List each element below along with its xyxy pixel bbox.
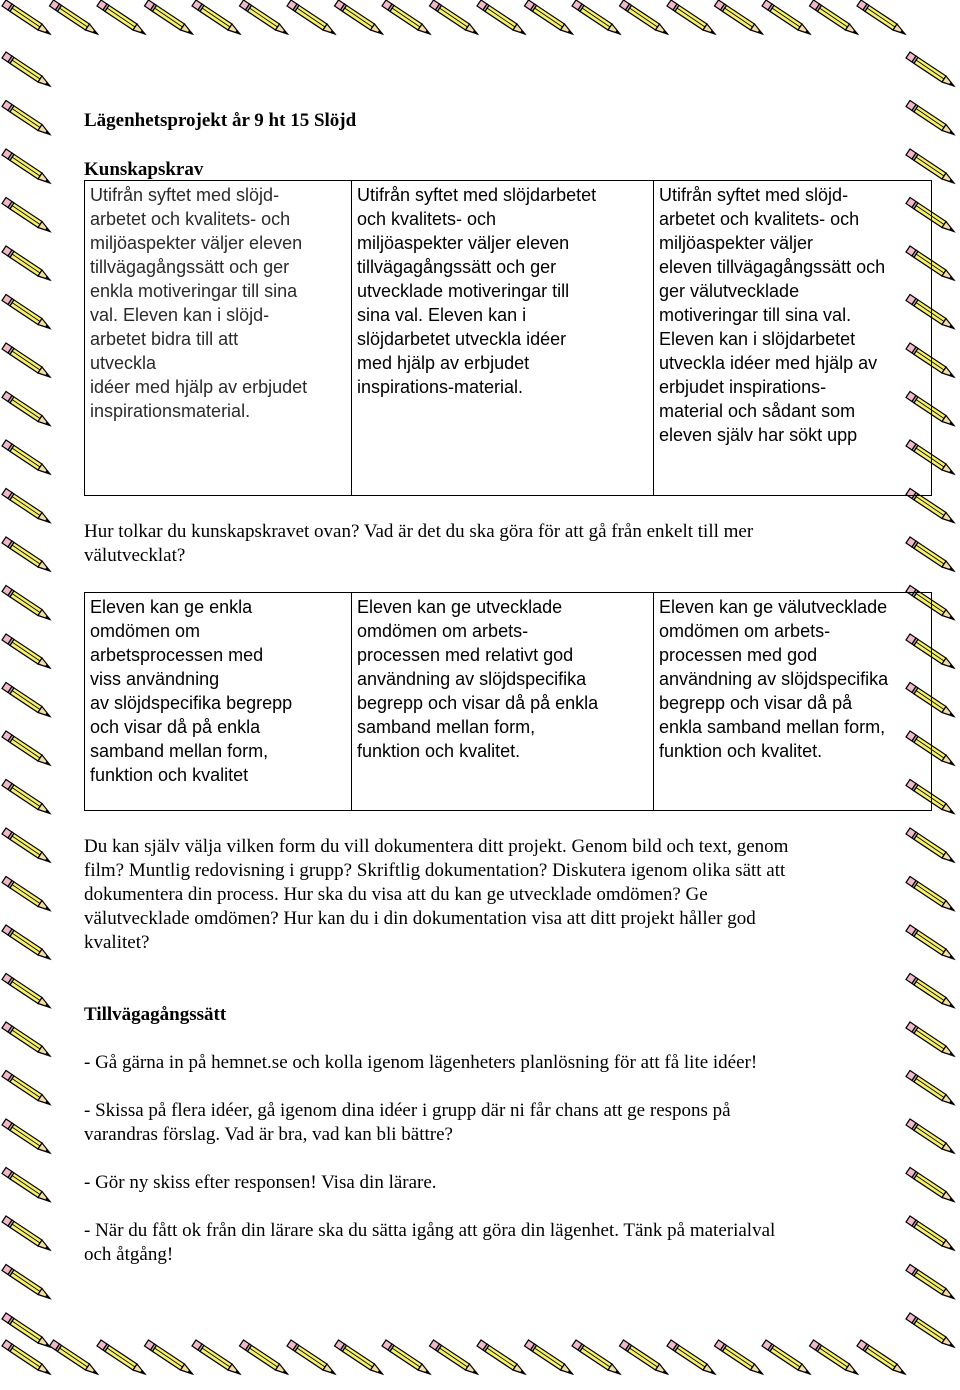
pencil-icon bbox=[810, 1340, 858, 1374]
omdomen-table bbox=[84, 592, 932, 811]
pencil-icon bbox=[2, 1119, 50, 1153]
pencil-icon bbox=[857, 0, 905, 34]
pencil-icon bbox=[715, 1340, 763, 1374]
pencil-icon bbox=[382, 1340, 430, 1374]
pencil-icon bbox=[2, 1340, 50, 1374]
pencil-icon bbox=[2, 683, 50, 717]
pencil-icon bbox=[2, 974, 50, 1008]
pencil-icon bbox=[906, 877, 954, 911]
pencil-icon bbox=[2, 343, 50, 377]
documentation-text: Du kan själv välja vilken form du vill dokumentera ditt projekt. Genom bild och text, genom film? Muntlig redovisning i grupp? Skriftlig dokumentation? Diskutera igenom olika sätt att dokumentera din process. Hur ska du visa att du kan ge utvecklade omdömen? Ge välutvecklade omdömen? Hur kan du i din dokumentation visa att ditt projekt håller god kvalitet? bbox=[84, 836, 789, 953]
step-1: - Gå gärna in på hemnet.se och kolla igenom lägenheters planlösning för att få lite idéer! bbox=[84, 1052, 758, 1073]
omdomen-cell-a: Eleven kan ge välutvecklade omdömen om arbets- processen med god användning av slöjdspecifika begrepp och visar då på enkla samband mellan form, funktion och kvalitet. bbox=[653, 593, 931, 810]
pencil-icon bbox=[335, 0, 383, 34]
pencil-icon bbox=[2, 440, 50, 474]
pencil-icon bbox=[906, 52, 954, 86]
pencil-icon bbox=[906, 1265, 954, 1299]
pencil-icon bbox=[2, 0, 50, 34]
pencil-icon bbox=[145, 1340, 193, 1374]
pencil-icon bbox=[2, 52, 50, 86]
pencil-icon bbox=[2, 537, 50, 571]
pencil-icon bbox=[2, 295, 50, 329]
kunskapskrav-cell-e: Utifrån syftet med slöjd- arbetet och kvalitets- och miljöaspekter väljer eleven tillvägagångssätt och ger enkla motiveringar till sina val. Eleven kan i slöjd- arbetet bidra till att utveckla idéer med hjälp av erbjudet inspirationsmaterial. bbox=[90, 185, 308, 421]
step-3: - Gör ny skiss efter responsen! Visa din lärare. bbox=[84, 1172, 437, 1193]
pencil-icon bbox=[97, 1340, 145, 1374]
omdomen-cell-c: Eleven kan ge utvecklade omdömen om arbets- processen med relativt god användning av slöjdspecifika begrepp och visar då på enkla samband mellan form, funktion och kvalitet. bbox=[351, 593, 653, 810]
question-text: Hur tolkar du kunskapskravet ovan? Vad är det du ska göra för att gå från enkelt till mer välutvecklat? bbox=[84, 521, 754, 566]
pencil-icon bbox=[2, 1168, 50, 1202]
tillvagagangssatt-heading: Tillvägagångssätt bbox=[84, 1004, 227, 1025]
kunskapskrav-table bbox=[84, 180, 932, 496]
pencil-icon bbox=[2, 877, 50, 911]
pencil-icon bbox=[2, 828, 50, 862]
pencil-icon bbox=[620, 1340, 668, 1374]
pencil-icon bbox=[287, 0, 335, 34]
pencil-icon bbox=[762, 1340, 810, 1374]
pencil-icon bbox=[2, 392, 50, 426]
pencil-icon bbox=[477, 1340, 525, 1374]
pencil-icon bbox=[240, 1340, 288, 1374]
pencil-icon bbox=[97, 0, 145, 34]
pencil-icon bbox=[192, 1340, 240, 1374]
pencil-icon bbox=[906, 149, 954, 183]
pencil-icon bbox=[2, 634, 50, 668]
pencil-icon bbox=[906, 1313, 954, 1347]
pencil-icon bbox=[2, 489, 50, 523]
pencil-icon bbox=[240, 0, 288, 34]
pencil-icon bbox=[2, 198, 50, 232]
pencil-icon bbox=[287, 1340, 335, 1374]
page-title: Lägenhetsprojekt år 9 ht 15 Slöjd bbox=[84, 110, 357, 131]
pencil-icon bbox=[906, 828, 954, 862]
pencil-icon bbox=[906, 1071, 954, 1105]
pencil-icon bbox=[192, 0, 240, 34]
pencil-icon bbox=[382, 0, 430, 34]
step-2: - Skissa på flera idéer, gå igenom dina idéer i grupp där ni får chans att ge respons på varandras förslag. Vad är bra, vad kan bli bättre? bbox=[84, 1100, 731, 1145]
pencil-icon bbox=[525, 1340, 573, 1374]
pencil-icon bbox=[906, 1119, 954, 1153]
pencil-icon bbox=[2, 1265, 50, 1299]
pencil-icon bbox=[906, 974, 954, 1008]
pencil-icon bbox=[477, 0, 525, 34]
pencil-icon bbox=[572, 1340, 620, 1374]
pencil-icon bbox=[335, 1340, 383, 1374]
pencil-icon bbox=[906, 537, 954, 571]
pencil-icon bbox=[906, 1022, 954, 1056]
omdomen-cell-e: Eleven kan ge enkla omdömen om arbetsprocessen med viss användning av slöjdspecifika begrepp och visar då på enkla samband mellan form, funktion och kvalitet bbox=[90, 597, 293, 785]
pencil-icon bbox=[572, 0, 620, 34]
pencil-icon bbox=[857, 1340, 905, 1374]
pencil-icon bbox=[2, 101, 50, 135]
pencil-icon bbox=[810, 0, 858, 34]
pencil-icon bbox=[430, 0, 478, 34]
pencil-icon bbox=[2, 1216, 50, 1250]
pencil-icon bbox=[667, 1340, 715, 1374]
pencil-icon bbox=[2, 925, 50, 959]
pencil-icon bbox=[906, 1168, 954, 1202]
pencil-icon bbox=[2, 246, 50, 280]
pencil-icon bbox=[50, 0, 98, 34]
pencil-icon bbox=[525, 0, 573, 34]
kunskapskrav-cell-a: Utifrån syftet med slöjd- arbetet och kvalitets- och miljöaspekter väljer eleven tillvägagångssätt och ger välutvecklade motiveringar till sina val. Eleven kan i slöjdarbetet utveckla idéer med hjälp av erbjudet inspirations- material och sådant som eleven själv har sökt upp bbox=[653, 181, 931, 495]
pencil-icon bbox=[2, 1313, 50, 1347]
pencil-icon bbox=[667, 0, 715, 34]
pencil-icon bbox=[430, 1340, 478, 1374]
pencil-icon bbox=[906, 1216, 954, 1250]
pencil-icon bbox=[2, 1022, 50, 1056]
pencil-icon bbox=[762, 0, 810, 34]
pencil-icon bbox=[906, 101, 954, 135]
pencil-icon bbox=[145, 0, 193, 34]
kunskapskrav-cell-c: Utifrån syftet med slöjdarbetet och kvalitets- och miljöaspekter väljer eleven tillvägagångssätt och ger utvecklade motiveringar till sina val. Eleven kan i slöjdarbetet utveckla idéer med hjälp av erbjudet inspirations-material. bbox=[351, 181, 653, 495]
pencil-icon bbox=[906, 925, 954, 959]
tillvagagangssatt-steps bbox=[84, 1027, 874, 1291]
pencil-icon bbox=[50, 1340, 98, 1374]
pencil-icon bbox=[2, 731, 50, 765]
pencil-icon bbox=[715, 0, 763, 34]
step-4: - När du fått ok från din lärare ska du sätta igång att göra din lägenhet. Tänk på materialval och åtgång! bbox=[84, 1220, 776, 1265]
pencil-icon bbox=[2, 1071, 50, 1105]
pencil-icon bbox=[620, 0, 668, 34]
kunskapskrav-heading: Kunskapskrav bbox=[84, 159, 204, 180]
pencil-icon bbox=[2, 780, 50, 814]
pencil-icon bbox=[2, 149, 50, 183]
pencil-icon bbox=[2, 586, 50, 620]
